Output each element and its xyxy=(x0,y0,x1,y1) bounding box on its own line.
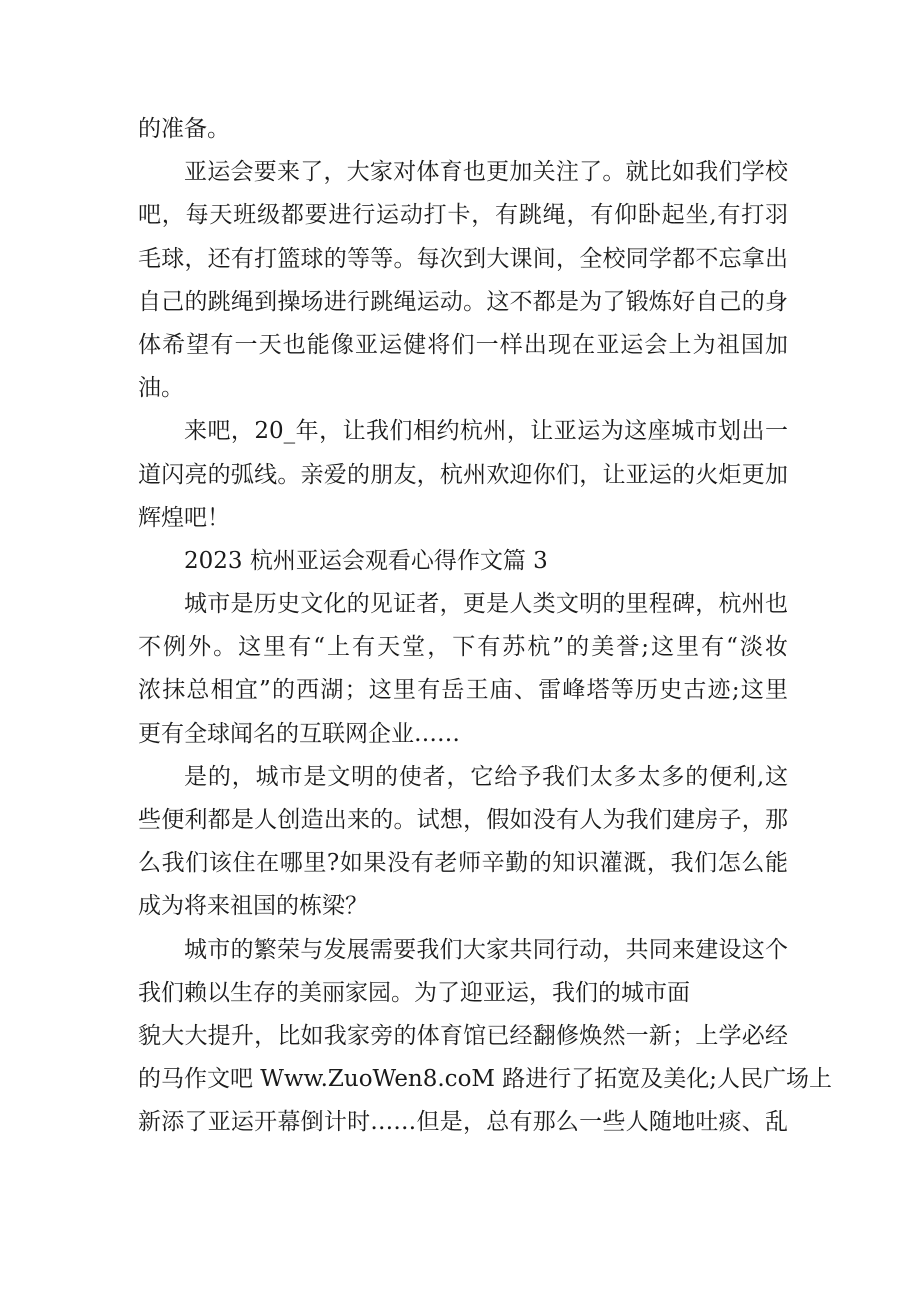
text-line: 道闪亮的弧线。亲爱的朋友，杭州欢迎你们，让亚运的火炬更加 xyxy=(138,461,788,488)
text-line: 2023 杭州亚运会观看心得作文篇 3 xyxy=(184,547,548,574)
text-line: 貌大大提升，比如我家旁的体育馆已经翻修焕然一新；上学必经 xyxy=(138,1022,788,1049)
text-line: 浓抹总相宜”的西湖；这里有岳王庙、雷峰塔等历史古迹;这里 xyxy=(138,677,788,704)
text-line: 亚运会要来了，大家对体育也更加关注了。就比如我们学校 xyxy=(184,159,788,186)
text-line: 油。 xyxy=(138,375,184,402)
text-line: 的准备。 xyxy=(138,116,230,142)
text-line: 新添了亚运开幕倒计时……但是，总有那么一些人随地吐痰、乱 xyxy=(138,1109,788,1136)
text-line: 来吧，20_年，让我们相约杭州，让亚运为这座城市划出一 xyxy=(184,418,788,445)
text-line: 么我们该住在哪里?如果没有老师辛勤的知识灌溉，我们怎么能 xyxy=(138,850,788,877)
text-line: 城市是历史文化的见证者，更是人类文明的里程碑，杭州也 xyxy=(184,591,788,618)
text-line: 的马作文吧 Www.ZuoWen8.coM 路进行了拓宽及美化;人民广场上 xyxy=(138,1066,833,1093)
text-line: 些便利都是人创造出来的。试想，假如没有人为我们建房子，那 xyxy=(138,807,788,833)
text-line: 城市的繁荣与发展需要我们大家共同行动，共同来建设这个 xyxy=(184,936,788,963)
text-line: 不例外。这里有“上有天堂，下有苏杭”的美誉;这里有“淡妆 xyxy=(138,634,788,661)
text-line: 更有全球闻名的互联网企业…… xyxy=(138,720,460,747)
text-line: 体希望有一天也能像亚运健将们一样出现在亚运会上为祖国加 xyxy=(138,331,788,358)
text-line: 毛球，还有打篮球的等等。每次到大课间，全校同学都不忘拿出 xyxy=(138,245,788,272)
text-line: 成为将来祖国的栋梁？ xyxy=(138,893,368,920)
text-line: 我们赖以生存的美丽家园。为了迎亚运，我们的城市面 xyxy=(138,979,690,1006)
document-body xyxy=(138,108,833,1145)
text-line: 是的，城市是文明的使者，它给予我们太多太多的便利,这 xyxy=(184,763,788,790)
text-line: 吧，每天班级都要进行运动打卡，有跳绳，有仰卧起坐,有打羽 xyxy=(138,202,788,229)
text-line: 自己的跳绳到操场进行跳绳运动。这不都是为了锻炼好自己的身 xyxy=(138,288,788,315)
text-line: 辉煌吧！ xyxy=(138,504,230,531)
